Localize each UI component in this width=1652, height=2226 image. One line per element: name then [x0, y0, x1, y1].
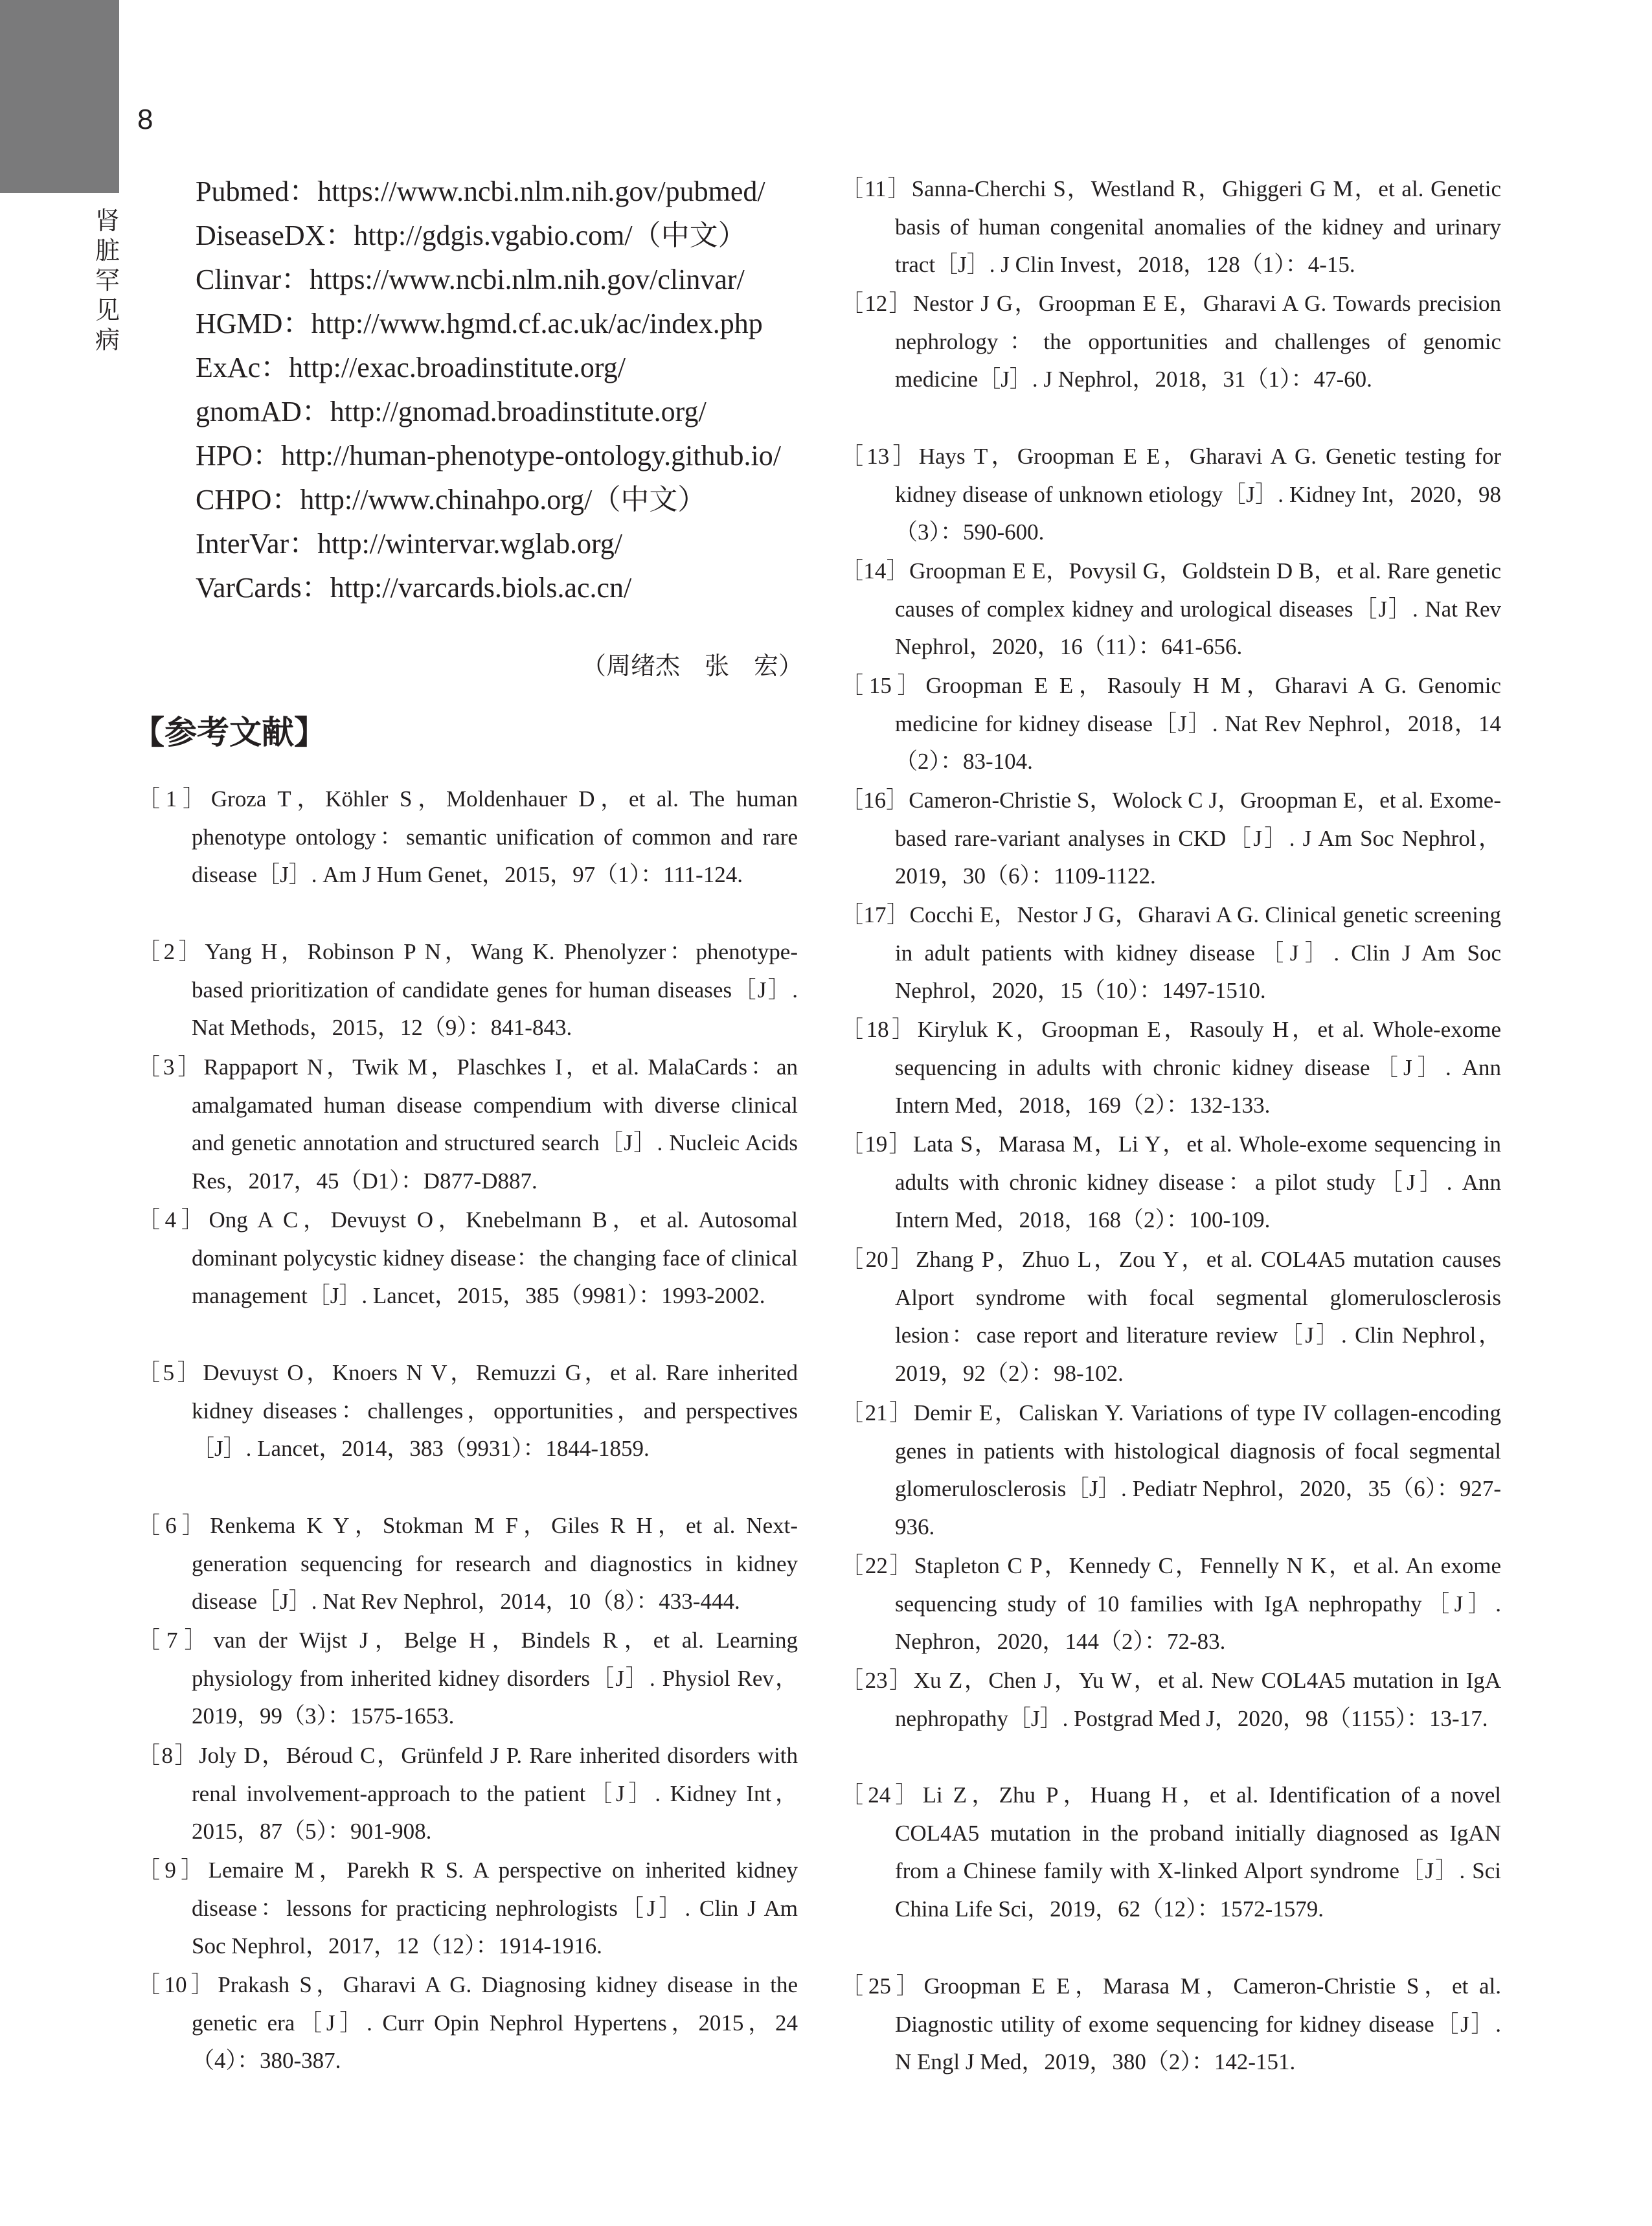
resource-link: VarCards：http://varcards.biols.ac.cn/	[196, 572, 632, 604]
reference-item: ［17］Cocchi E，Nestor J G，Gharavi A G. Clinical genetic screening in adult patients with kidney disease［J］. Clin J Am Soc Nephrol，2020，15（10）：1497-1510.	[841, 902, 1501, 1003]
resource-link: CHPO：http://www.chinahpo.org/（中文）	[196, 484, 707, 516]
reference-item: ［1］Groza T，Köhler S，Moldenhauer D，et al. The human phenotype ontology：semantic unification of common and rare disease［J］. Am J Hum Genet，2015，97（1）：111-124.	[137, 786, 798, 887]
reference-item: ［21］Demir E，Caliskan Y. Variations of type IV collagen-encoding genes in patients with histological diagnosis of focal segmental glomerulosclerosis［J］. Pediatr Nephrol，2020，35（6）：927-936.	[841, 1400, 1501, 1539]
resource-links-list	[196, 170, 817, 610]
reference-item: ［25］Groopman E E，Marasa M，Cameron-Christie S，et al. Diagnostic utility of exome sequencing for kidney disease［J］. N Engl J Med，2019，380（2）：142-151.	[841, 1973, 1501, 2074]
reference-item: ［24］Li Z，Zhu P，Huang H，et al. Identification of a novel COL4A5 mutation in the proband initially diagnosed as IgAN from a Chinese family with X-linked Alport syndrome［J］. Sci China Life Sci，2019，62（12）：1572-1579.	[841, 1782, 1501, 1922]
resource-link: gnomAD：http://gnomad.broadinstitute.org/	[196, 396, 707, 427]
reference-item: ［11］Sanna-Cherchi S，Westland R，Ghiggeri G M，et al. Genetic basis of human congenital anomalies of the kidney and urinary tract［J］. J Clin Invest，2018，128（1）：4-15.	[841, 176, 1501, 277]
reference-item: ［5］Devuyst O，Knoers N V，Remuzzi G，et al. Rare inherited kidney diseases：challenges，opportunities，and perspectives［J］. Lancet，2014，383（9931）：1844-1859.	[137, 1360, 798, 1461]
reference-item: ［9］Lemaire M，Parekh R S. A perspective on inherited kidney disease：lessons for practicing nephrologists［J］. Clin J Am Soc Nephrol，2017，12（12）：1914-1916.	[137, 1857, 798, 1959]
page-number: 8	[137, 104, 153, 135]
chapter-side-tab	[0, 0, 119, 193]
reference-item: ［7］van der Wijst J，Belge H，Bindels R，et al. Learning physiology from inherited kidney disorders［J］. Physiol Rev，2019，99（3）：1575-1653.	[137, 1628, 798, 1729]
resource-link: InterVar：http://wintervar.wglab.org/	[196, 528, 623, 560]
reference-item: ［6］Renkema K Y，Stokman M F，Giles R H，et al. Next-generation sequencing for research and diagnostics in kidney disease［J］. Nat Rev Nephrol，2014，10（8）：433-444.	[137, 1513, 798, 1614]
reference-item: ［16］Cameron-Christie S，Wolock C J，Groopman E，et al. Exome-based rare-variant analyses in CKD［J］. J Am Soc Nephrol，2019，30（6）：1109-1122.	[841, 788, 1501, 889]
resource-link: HGMD：http://www.hgmd.cf.ac.uk/ac/index.php	[196, 308, 763, 339]
resource-link: Clinvar：https://www.ncbi.nlm.nih.gov/clinvar/	[196, 264, 745, 295]
resource-link: HPO：http://human-phenotype-ontology.github.io/	[196, 440, 781, 471]
reference-item: ［2］Yang H，Robinson P N，Wang K. Phenolyzer：phenotype-based prioritization of candidate genes for human diseases［J］. Nat Methods，2015，12（9）：841-843.	[137, 939, 798, 1040]
reference-item: ［15］Groopman E E，Rasouly H M，Gharavi A G. Genomic medicine for kidney disease［J］. Nat Rev Nephrol，2018，14（2）：83-104.	[841, 673, 1501, 774]
reference-item: ［13］Hays T，Groopman E E，Gharavi A G. Genetic testing for kidney disease of unknown etiology［J］. Kidney Int，2020，98（3）：590-600.	[841, 444, 1501, 545]
reference-item: ［23］Xu Z，Chen J，Yu W，et al. New COL4A5 mutation in IgA nephropathy［J］. Postgrad Med J，2020，98（1155）：13-17.	[841, 1668, 1501, 1731]
reference-item: ［20］Zhang P，Zhuo L，Zou Y，et al. COL4A5 mutation causes Alport syndrome with focal segmental glomerulosclerosis lesion：case report and literature review［J］. Clin Nephrol，2019，92（2）：98-102.	[841, 1247, 1501, 1386]
resource-link: DiseaseDX：http://gdgis.vgabio.com/（中文）	[196, 220, 747, 251]
section-author: （周绪杰 张 宏）	[581, 652, 803, 680]
references-heading: 【参考文献】	[132, 714, 326, 751]
reference-item: ［14］Groopman E E，Povysil G，Goldstein D B，et al. Rare genetic causes of complex kidney and urological diseases［J］. Nat Rev Nephrol，2020，16（11）：641-656.	[841, 558, 1501, 659]
reference-item: ［12］Nestor J G，Groopman E E，Gharavi A G. Towards precision nephrology：the opportunities and challenges of genomic medicine［J］. J Nephrol，2018，31（1）：47-60.	[841, 291, 1501, 392]
reference-item: ［4］Ong A C，Devuyst O，Knebelmann B，et al. Autosomal dominant polycystic kidney disease：the changing face of clinical management［J］. Lancet，2015，385（9981）：1993-2002.	[137, 1207, 798, 1308]
reference-item: ［8］Joly D，Béroud C，Grünfeld J P. Rare inherited disorders with renal involvement-approach to the patient［J］. Kidney Int，2015，87（5）：901-908.	[137, 1743, 798, 1844]
reference-item: ［10］Prakash S，Gharavi A G. Diagnosing kidney disease in the genetic era［J］. Curr Opin Nephrol Hypertens，2015，24（4）：380-387.	[137, 1972, 798, 2073]
reference-item: ［22］Stapleton C P，Kennedy C，Fennelly N K，et al. An exome sequencing study of 10 families with IgA nephropathy［J］. Nephron，2020，144（2）：72-83.	[841, 1553, 1501, 1654]
reference-item: ［3］Rappaport N，Twik M，Plaschkes I，et al. MalaCards：an amalgamated human disease compendium with diverse clinical and genetic annotation and structured search［J］. Nucleic Acids Res，2017，45（D1）：D877-D887.	[137, 1054, 798, 1194]
reference-item: ［18］Kiryluk K，Groopman E，Rasouly H，et al. Whole-exome sequencing in adults with chronic kidney disease［J］. Ann Intern Med，2018，169（2）：132-133.	[841, 1017, 1501, 1118]
resource-link: Pubmed：https://www.ncbi.nlm.nih.gov/pubmed/	[196, 176, 765, 207]
reference-item: ［19］Lata S，Marasa M，Li Y，et al. Whole-exome sequencing in adults with chronic kidney disease：a pilot study［J］. Ann Intern Med，2018，168（2）：100-109.	[841, 1131, 1501, 1232]
chapter-side-title: 肾脏罕见病	[95, 207, 120, 354]
resource-link: ExAc：http://exac.broadinstitute.org/	[196, 352, 626, 383]
